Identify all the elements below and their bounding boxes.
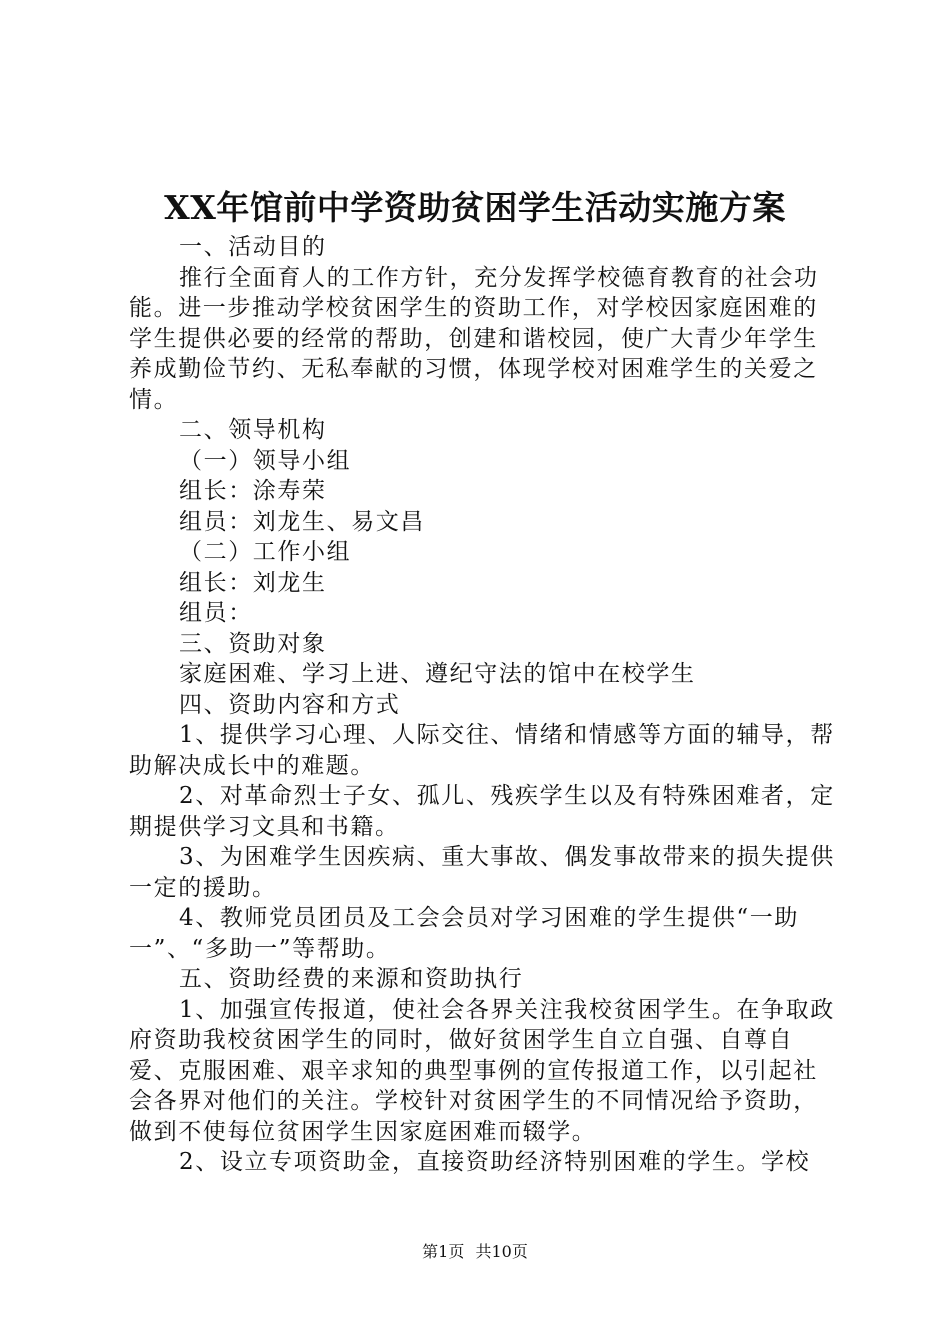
subsection-heading: （一）领导小组: [179, 447, 352, 474]
document-title: XX年馆前中学资助贫困学生活动实施方案: [164, 188, 786, 227]
list-item: 1、提供学习心理、人际交往、情绪和情感等方面的辅导，帮助解决成长中的难题。: [129, 722, 835, 779]
document-body: [129, 232, 841, 1178]
paragraph: 组员：刘龙生、易文昌: [179, 508, 425, 535]
page-total: 共10页: [475, 1242, 528, 1261]
list-item: 4、教师党员团员及工会会员对学习困难的学生提供“一助一”、“多助一”等帮助。: [129, 905, 799, 962]
section-heading: 一、活动目的: [179, 234, 327, 260]
paragraph: 组员：: [179, 600, 253, 626]
subsection-heading: （二）工作小组: [179, 539, 352, 565]
section-heading: 三、资助对象: [179, 630, 327, 657]
section-heading: 五、资助经费的来源和资助执行: [179, 966, 524, 992]
list-item: 2、设立专项资助金，直接资助经济特别困难的学生。学校: [179, 1149, 811, 1175]
list-item: 2、对革命烈士子女、孤儿、残疾学生以及有特殊困难者，定期提供学习文具和书籍。: [129, 783, 835, 840]
section-heading: 四、资助内容和方式: [179, 691, 401, 718]
paragraph: 推行全面育人的工作方针，充分发挥学校德育教育的社会功能。进一步推动学校贫困学生的资助工作，对学校因家庭困难的学生提供必要的经常的帮助，创建和谐校园，使广大青少年学生养成勤俭节约、无私奉献的习惯，体现学校对困难学生的关爱之情。: [129, 264, 819, 413]
list-item: 3、为困难学生因疾病、重大事故、偶发事故带来的损失提供一定的援助。: [129, 844, 835, 901]
paragraph: 组长：涂寿荣: [179, 478, 327, 504]
paragraph: 组长：刘龙生: [179, 569, 327, 596]
list-item: 1、加强宣传报道，使社会各界关注我校贫困学生。在争取政府资助我校贫困学生的同时，做好贫困学生自立自强、自尊自爱、克服困难、艰辛求知的典型事例的宣传报道工作，以引起社会各界对他们的关注。学校针对贫困学生的不同情况给予资助，做到不使每位贫困学生因家庭困难而辍学。: [129, 996, 835, 1145]
paragraph: 家庭困难、学习上进、遵纪守法的馆中在校学生: [179, 661, 696, 687]
page-footer: [0, 1240, 950, 1264]
page-number: 第1页: [422, 1242, 465, 1261]
section-heading: 二、领导机构: [179, 417, 327, 443]
